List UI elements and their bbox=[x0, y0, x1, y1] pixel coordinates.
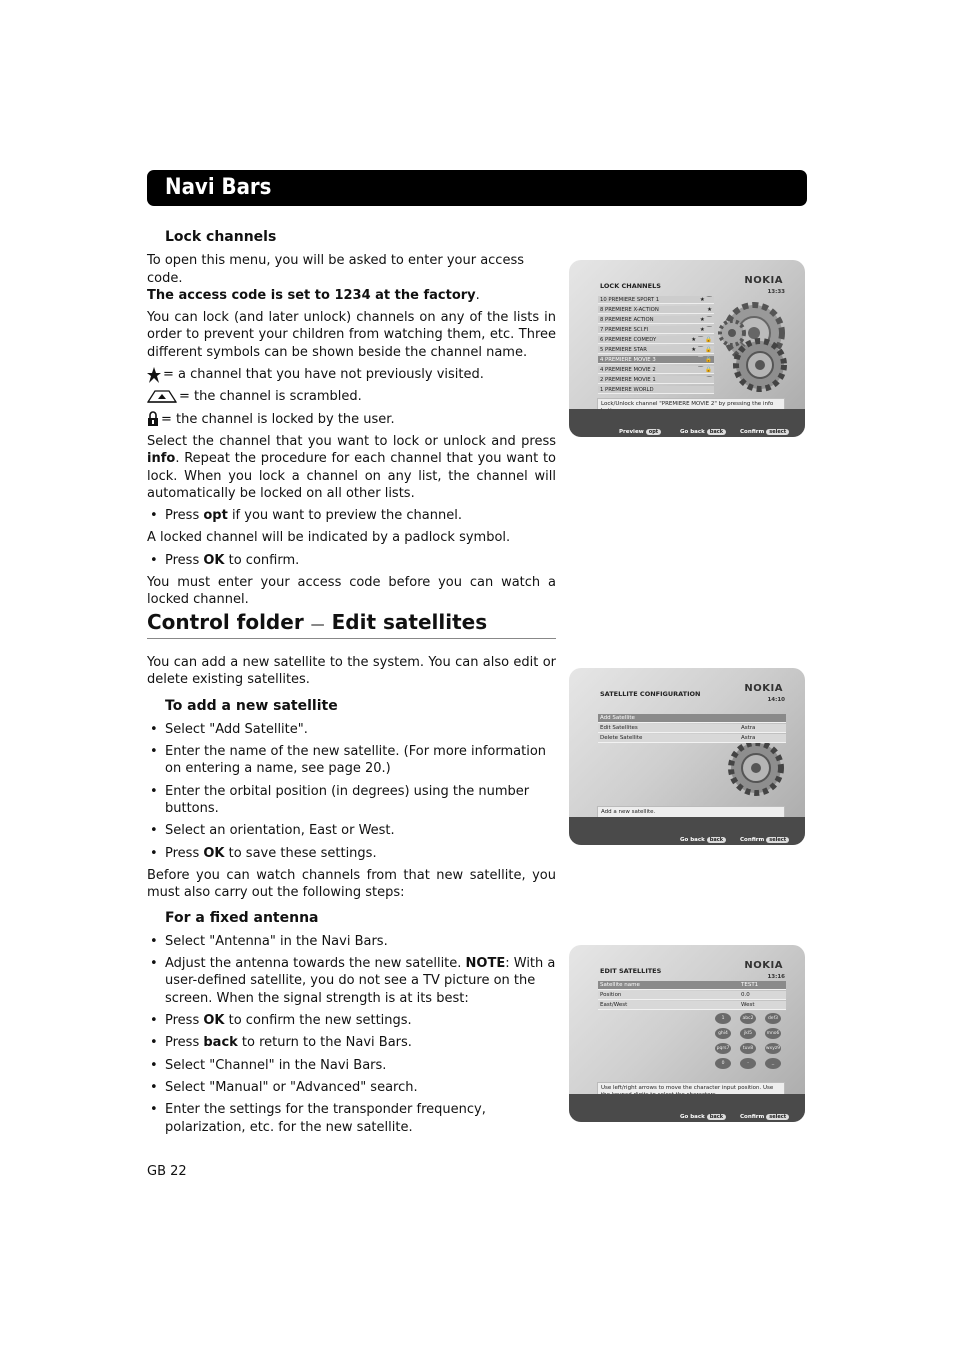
lock-channels-screenshot bbox=[569, 260, 805, 437]
channel-row[interactable]: 1 PREMIERE WORLD bbox=[598, 386, 714, 394]
edit-satellites-screenshot bbox=[569, 945, 805, 1122]
fixed-antenna-steps bbox=[147, 933, 556, 1136]
add-satellite-steps bbox=[147, 721, 556, 862]
screen-title: EDIT SATELLITES bbox=[600, 967, 662, 975]
access-code-paragraph: To open this menu, you will be asked to enter your access code. The access code is set to 1234 at the factory. bbox=[147, 253, 524, 303]
channel-row[interactable]: 4 PREMIERE MOVIE 2 ⌒ 🔒 bbox=[600, 367, 712, 373]
screen-title: SATELLITE CONFIGURATION bbox=[600, 690, 701, 698]
confirm-key[interactable]: Confirm select bbox=[740, 837, 789, 843]
keypad-key[interactable]: _ bbox=[765, 1058, 781, 1069]
nokia-logo: NOKIA bbox=[744, 960, 783, 971]
screen-clock: 14:10 bbox=[767, 697, 785, 703]
keypad-key[interactable]: tuv8 bbox=[740, 1043, 756, 1054]
satellite-intro: You can add a new satellite to the system. You can also edit or delete existing satellites. bbox=[147, 655, 556, 688]
screen-clock: 13:16 bbox=[767, 974, 785, 980]
gear-icon bbox=[715, 316, 749, 350]
list-item: • Adjust the antenna towards the new satellite. NOTE: With a user-defined satellite, you do not see a TV picture on the screen. When the signal strength is at its best: bbox=[147, 955, 556, 1007]
channel-row[interactable]: 10 PREMIERE SPORT 1 ★ ⌒ bbox=[600, 297, 712, 303]
list-item: • Select "Manual" or "Advanced" search. bbox=[147, 1079, 556, 1096]
keypad-key[interactable]: def3 bbox=[765, 1013, 781, 1024]
go-back-key[interactable]: Go back back bbox=[680, 1114, 726, 1120]
channel-row[interactable]: 2 PREMIERE MOVIE 1 ⌒ bbox=[600, 377, 712, 383]
keypad-key[interactable]: jkl5 bbox=[740, 1028, 756, 1039]
preview-bullet-list bbox=[147, 507, 556, 524]
keypad-key[interactable]: pqrs7 bbox=[715, 1043, 731, 1054]
lock-description: You can lock (and later unlock) channels on any of the lists in order to prevent your children from watching them, etc. Three different symbols can be shown beside the channel name. bbox=[147, 310, 556, 360]
channel-row[interactable]: 8 PREMIERE X-ACTION ★ bbox=[600, 307, 712, 313]
edit-satellites-section bbox=[147, 654, 556, 1141]
symbol-new-channel: = a channel that you have not previously visited. bbox=[147, 366, 556, 383]
channel-row[interactable]: 6 PREMIERE COMEDY ★ ⌒ 🔒 bbox=[600, 337, 712, 343]
confirm-key[interactable]: Confirm select bbox=[740, 1114, 789, 1120]
following-steps-note: Before you can watch channels from that new satellite, you must also carry out the following steps: bbox=[147, 867, 556, 901]
channel-row[interactable]: 5 PREMIERE STAR ★ ⌒ 🔒 bbox=[600, 347, 712, 353]
list-item: • Press OK to save these settings. bbox=[147, 845, 556, 862]
keypad-key[interactable]: - bbox=[740, 1058, 756, 1069]
symbol-locked: = the channel is locked by the user. bbox=[147, 411, 556, 428]
confirm-key[interactable]: Confirm select bbox=[740, 429, 789, 435]
gear-icon bbox=[724, 736, 788, 800]
preview-key[interactable]: Preview opt bbox=[619, 429, 661, 435]
list-item: • Select "Channel" in the Navi Bars. bbox=[147, 1057, 556, 1074]
list-item: • Press OK to confirm. bbox=[147, 552, 556, 569]
list-item: • Press opt if you want to preview the channel. bbox=[147, 507, 556, 524]
menu-item-delete-satellite[interactable]: Delete Satellite Astra bbox=[598, 734, 786, 743]
list-item: • Press OK to confirm the new settings. bbox=[147, 1012, 556, 1029]
menu-item-add-satellite[interactable]: Add Satellite bbox=[598, 714, 786, 723]
keypad-key[interactable]: abc2 bbox=[740, 1013, 756, 1024]
screen-message: Use left/right arrows to move the character input position. Use bbox=[597, 1082, 785, 1098]
page-title: Navi Bars bbox=[165, 175, 272, 200]
scrambled-icon bbox=[147, 390, 177, 403]
keypad-key[interactable]: wxyz9 bbox=[765, 1043, 781, 1054]
lock-channels-section bbox=[147, 229, 556, 614]
screen-message: Add a new satellite. bbox=[597, 806, 785, 820]
field-east-west[interactable]: East/West West bbox=[598, 1001, 786, 1010]
page-number: GB 22 bbox=[147, 1164, 187, 1179]
list-item: • Select "Add Satellite". bbox=[147, 721, 556, 738]
screen-message: Lock/Unlock channel "PREMIERE MOVIE 2" by pressing the info bbox=[597, 398, 785, 413]
keypad-key[interactable]: 0 bbox=[715, 1058, 731, 1069]
access-code-note: You must enter your access code before you can watch a locked channel. bbox=[147, 575, 556, 608]
padlock-note: A locked channel will be indicated by a padlock symbol. bbox=[147, 530, 511, 546]
channel-row[interactable]: 7 PREMIERE SCI.FI ★ ⌒ bbox=[600, 327, 712, 333]
screen-clock: 13:33 bbox=[767, 289, 785, 295]
nokia-logo: NOKIA bbox=[744, 683, 783, 694]
list-item: • Select an orientation, East or West. bbox=[147, 822, 556, 839]
keypad-key[interactable]: ghi4 bbox=[715, 1028, 731, 1039]
list-item: • Enter the name of the new satellite. (For more information on entering a name, see page 20.) bbox=[147, 743, 556, 778]
keypad-key[interactable]: mno6 bbox=[765, 1028, 781, 1039]
page-header bbox=[147, 170, 807, 206]
list-item: • Enter the orbital position (in degrees) using the number buttons. bbox=[147, 783, 556, 818]
menu-item-edit-satellites[interactable]: Edit Satellites Astra bbox=[598, 724, 786, 733]
lock-channels-heading: Lock channels bbox=[165, 229, 277, 245]
symbol-scrambled: = the channel is scrambled. bbox=[147, 388, 556, 405]
keypad-key[interactable]: 1 bbox=[715, 1013, 731, 1024]
satellite-configuration-screenshot bbox=[569, 668, 805, 845]
lock-instructions: Select the channel that you want to lock or unlock and press info. Repeat the procedure for each channel that you want to lock. When you lock a channel on any list, the channel will automatically be locked on all other lists. bbox=[147, 433, 556, 501]
field-satellite-name[interactable]: Satellite name TEST1 bbox=[598, 981, 786, 990]
field-position[interactable]: Position 0.0 bbox=[598, 991, 786, 1000]
list-item: • Select "Antenna" in the Navi Bars. bbox=[147, 933, 556, 950]
nokia-logo: NOKIA bbox=[744, 275, 783, 286]
add-satellite-heading: To add a new satellite bbox=[165, 697, 338, 714]
go-back-key[interactable]: Go back back bbox=[680, 837, 726, 843]
go-back-key[interactable]: Go back back bbox=[680, 429, 726, 435]
star-icon bbox=[147, 367, 161, 383]
screen-title: LOCK CHANNELS bbox=[600, 282, 661, 290]
list-item: • Enter the settings for the transponder frequency, polarization, etc. for the new satellite. bbox=[147, 1101, 556, 1136]
padlock-icon bbox=[147, 411, 159, 427]
confirm-bullet-list bbox=[147, 552, 556, 569]
section-heading: Control folder — Edit satellites bbox=[147, 610, 556, 639]
channel-row-selected[interactable]: 4 PREMIERE MOVIE 3 ⌒ 🔒 bbox=[600, 357, 712, 363]
fixed-antenna-heading: For a fixed antenna bbox=[165, 909, 319, 926]
list-item: • Press back to return to the Navi Bars. bbox=[147, 1034, 556, 1051]
channel-row[interactable]: 8 PREMIERE ACTION ★ ⌒ bbox=[600, 317, 712, 323]
